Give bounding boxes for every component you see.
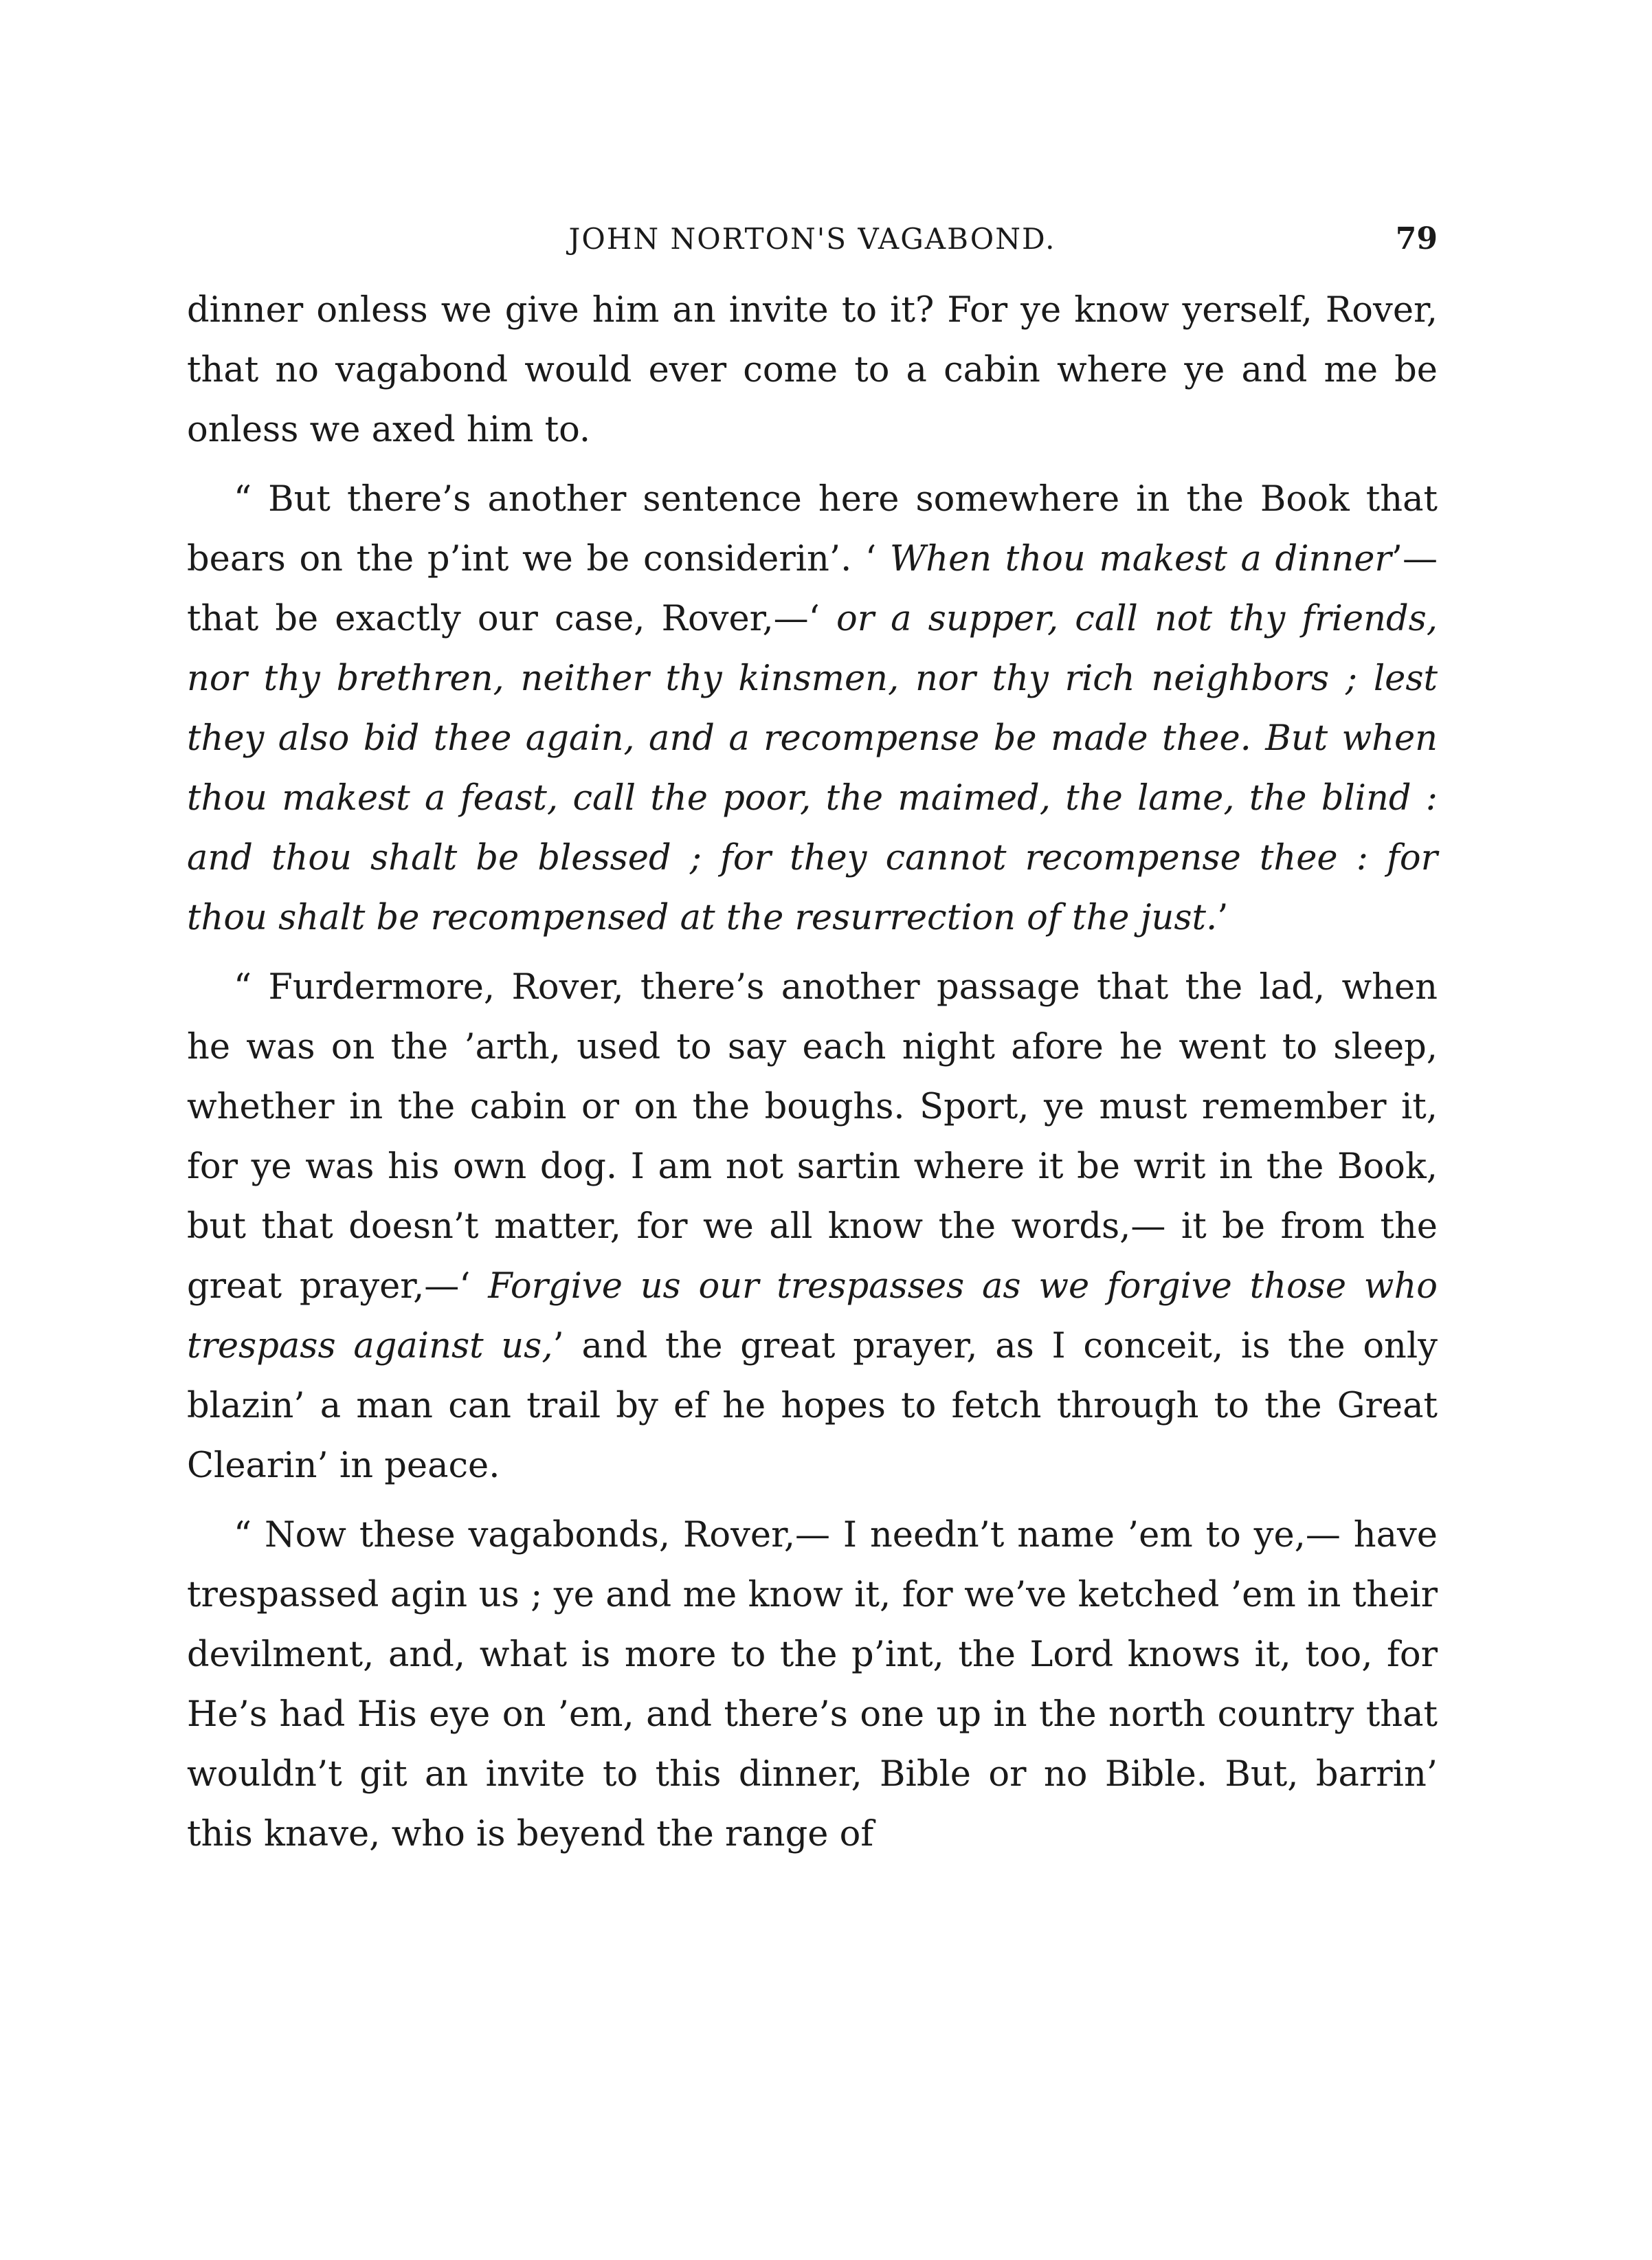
body-text bbox=[187, 280, 1438, 1864]
italic-quotation: or a supper, call not thy friends, nor thy brethren, neither thy kinsmen, nor thy rich neighbors ; lest they also bid thee again, and a recompense be made thee. But when thou makest a feast, call the poor, the maimed, the lame, the blind : and thou shalt be blessed ; for they cannot recompense thee : for thou shalt be recompensed at the resurrection of the just. bbox=[187, 599, 1438, 938]
italic-quotation: Forgive us our trespasses as we forgive those who trespass against us, bbox=[187, 1266, 1438, 1366]
text-segment: ’— that be exactly our case, Rover,—‘ bbox=[187, 539, 1438, 639]
text-segment: ’ and the great prayer, as I conceit, is the only blazin’ a man can trail by ef he hopes to fetch through to the Great Clearin’ in peace. bbox=[187, 1326, 1438, 1486]
running-title: JOHN NORTON'S VAGABOND. bbox=[568, 222, 1056, 256]
text-segment: “ But there’s another sentence here somewhere in the Book that bears on the p’int we be considerin’. ‘ bbox=[187, 479, 1438, 579]
running-head bbox=[187, 219, 1438, 260]
paragraph bbox=[187, 280, 1438, 460]
text-segment: dinner onless we give him an invite to it? For ye know yerself, Rover, that no vagabond would ever come to a cabin where ye and me be onless we axed him to. bbox=[187, 290, 1438, 450]
paragraph bbox=[187, 957, 1438, 1496]
paragraph bbox=[187, 469, 1438, 948]
page-number: 79 bbox=[1395, 221, 1438, 256]
text-segment: “ Now these vagabonds, Rover,— I needn’t name ’em to ye,— have trespassed agin us ; ye and me know it, for we’ve ketched ’em in their devilment, and, what is more to the p’int, the Lord knows it, too, for He’s had His eye on ’em, and there’s one up in the north country that wouldn’t git an invite to this dinner, Bible or no Bible. But, barrin’ this knave, who is beyend the range of bbox=[187, 1515, 1438, 1854]
paragraph bbox=[187, 1505, 1438, 1864]
text-segment: ’ bbox=[1217, 898, 1229, 938]
text-segment: “ Furdermore, Rover, there’s another passage that the lad, when he was on the ’arth, used to say each night afore he went to sleep, whether in the cabin or on the boughs. Sport, ye must remember it, for ye was his own dog. I am not sartin where it be writ in the Book, but that doesn’t matter, for we all know the words,— it be from the great prayer,—‘ bbox=[187, 967, 1438, 1307]
italic-quotation: When thou makest a dinner bbox=[889, 539, 1392, 579]
